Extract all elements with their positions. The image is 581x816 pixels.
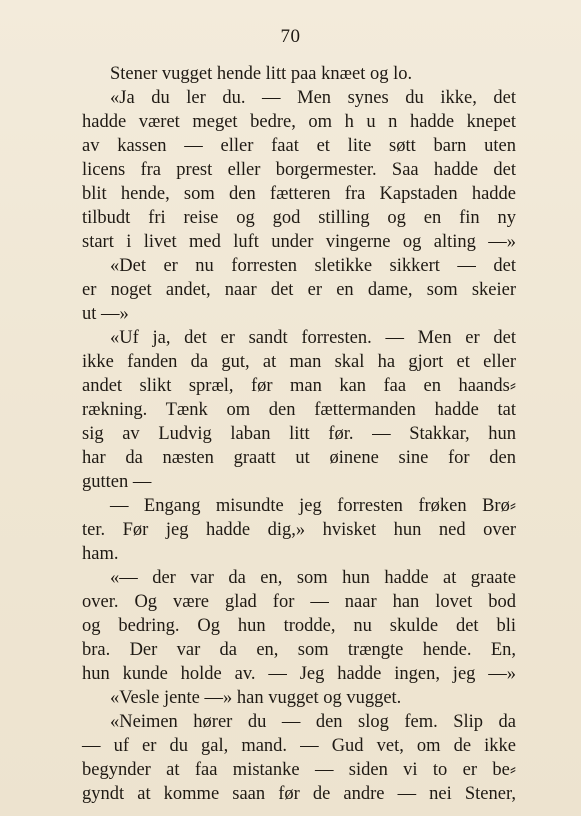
text-line: Stener vugget hende litt paa knæet og lo.: [110, 64, 413, 84]
text-line: har da næsten graatt ut øinene sine for den: [82, 448, 516, 468]
text-line: — Engang misundte jeg forresten frøken Brø⸗: [110, 496, 516, 516]
text-line: start i livet med luft under vingerne og alting —»: [82, 232, 516, 252]
text-line: ter. Før jeg hadde dig,» hvisket hun ned over: [82, 520, 516, 540]
page-number: 70: [280, 26, 301, 47]
text-line: blit hende, som den fætteren fra Kapstaden hadde: [82, 184, 516, 204]
text-line: sig av Ludvig laban litt før. — Stakkar, hun: [82, 424, 516, 444]
text-line: licens fra prest eller borgermester. Saa hadde det: [82, 160, 516, 180]
body-text: [82, 62, 516, 806]
text-line: rækning. Tænk om den fættermanden hadde tat: [82, 400, 516, 420]
text-line: ham.: [82, 544, 119, 564]
text-line: «Vesle jente —» han vugget og vugget.: [110, 688, 402, 708]
text-line: tilbudt fri reise og god stilling og en fin ny: [82, 208, 516, 228]
text-line: er noget andet, naar det er en dame, som skeier: [82, 280, 516, 300]
text-line: — uf er du gal, mand. — Gud vet, om de ikke: [82, 736, 516, 756]
text-line: ut —»: [82, 304, 129, 324]
text-line: over. Og være glad for — naar han lovet bod: [82, 592, 516, 612]
text-line: begynder at faa mistanke — siden vi to er be⸗: [82, 760, 516, 780]
text-line: bra. Der var da en, som trængte hende. En,: [82, 640, 516, 660]
text-line: «Uf ja, det er sandt forresten. — Men er det: [110, 328, 516, 348]
text-line: hun kunde holde av. — Jeg hadde ingen, jeg —»: [82, 664, 516, 684]
text-line: av kassen — eller faat et lite søtt barn uten: [82, 136, 516, 156]
text-line: «Det er nu forresten sletikke sikkert — det: [110, 256, 516, 276]
text-line: gutten —: [82, 472, 152, 492]
text-line: ikke fanden da gut, at man skal ha gjort et eller: [82, 352, 516, 372]
text-line: hadde været meget bedre, om h u n hadde knepet: [82, 112, 516, 132]
text-line: gyndt at komme saan før de andre — nei Stener,: [82, 784, 516, 804]
text-line: «Ja du ler du. — Men synes du ikke, det: [110, 88, 516, 108]
text-line: «Neimen hører du — den slog fem. Slip da: [110, 712, 516, 732]
text-line: andet slikt spræl, før man kan faa en haands⸗: [82, 376, 516, 396]
text-line: «— der var da en, som hun hadde at graate: [110, 568, 516, 588]
text-line: og bedring. Og hun trodde, nu skulde det bli: [82, 616, 516, 636]
